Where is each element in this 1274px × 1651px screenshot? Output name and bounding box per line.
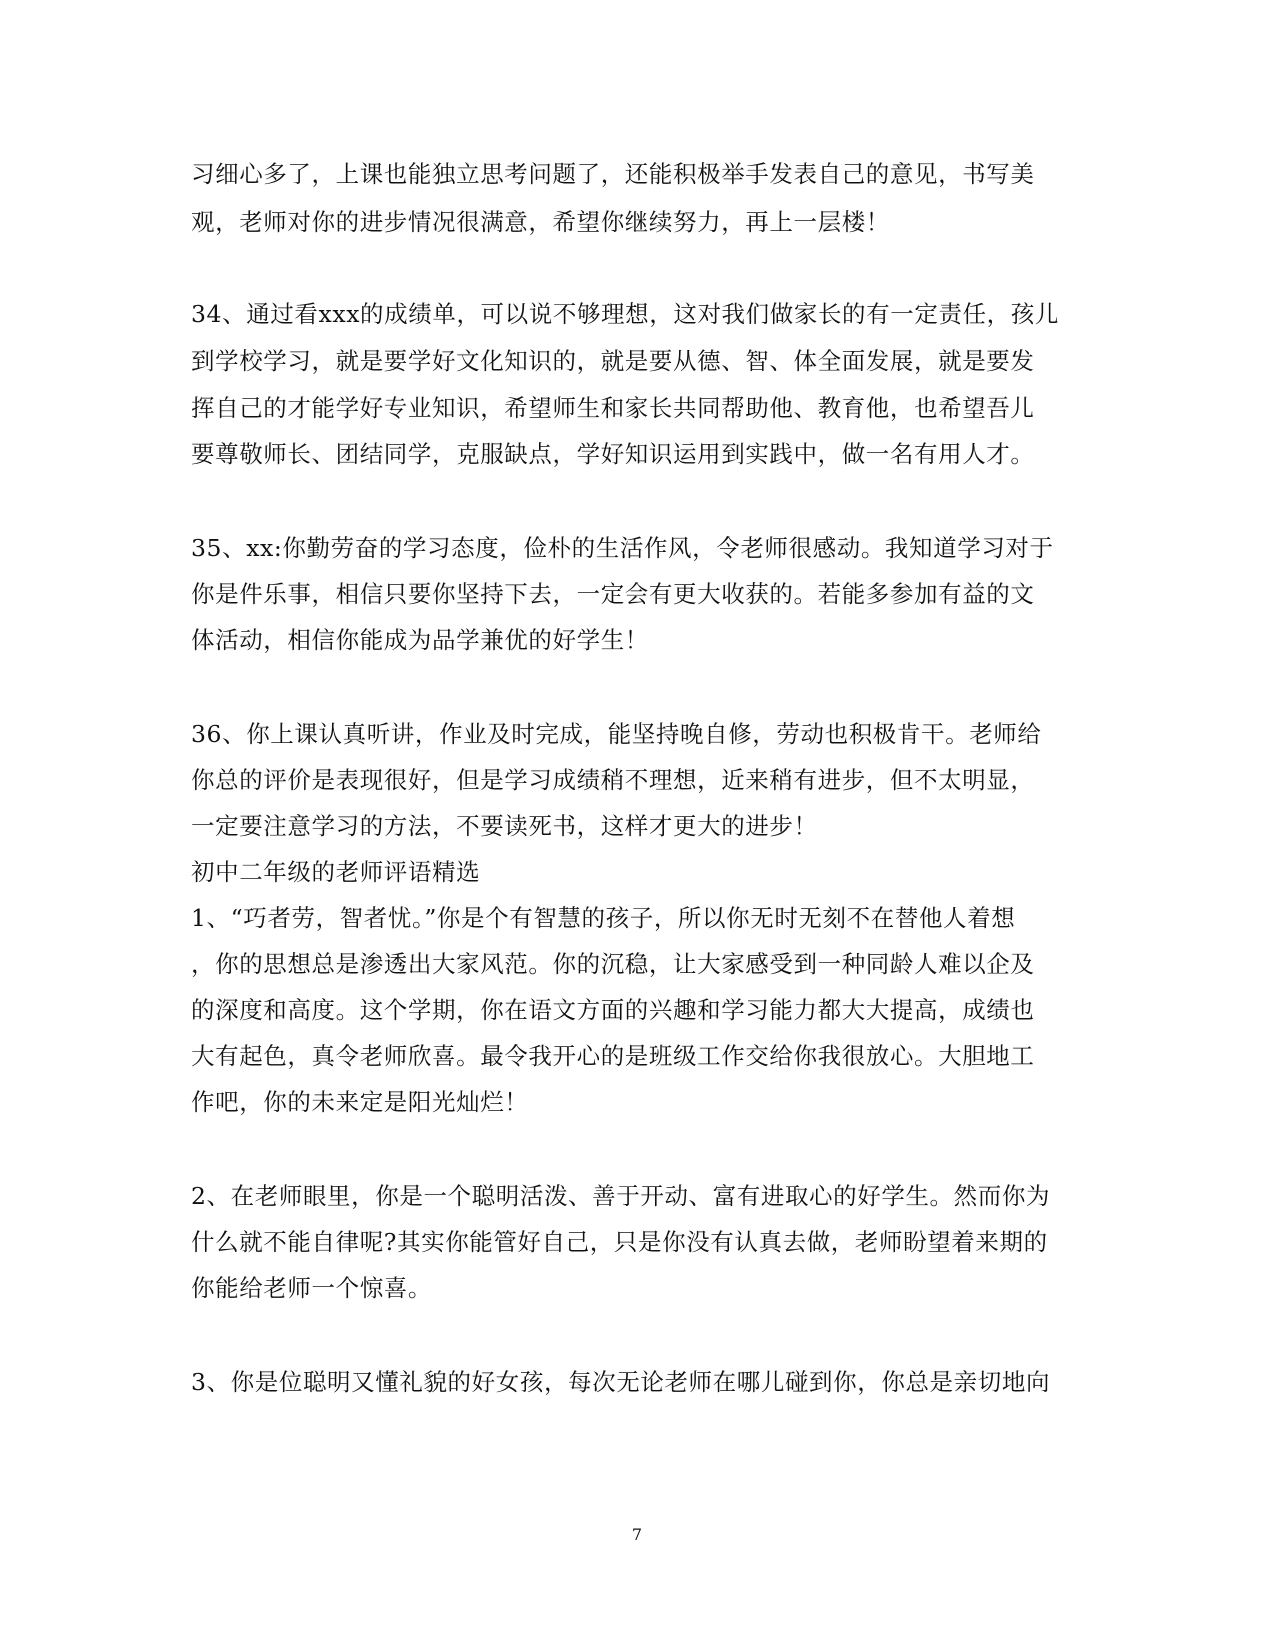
text-line: 34、通过看xxx的成绩单，可以说不够理想，这对我们做家长的有一定责任，孩儿 [191,300,1059,328]
text-line: 35、xx:你勤劳奋的学习态度，俭朴的生活作风，令老师很感动。我知道学习对于 [191,534,1054,562]
text-line: 的深度和高度。这个学期，你在语文方面的兴趣和学习能力都大大提高，成绩也 [191,996,1035,1024]
text-line: 体活动，相信你能成为品学兼优的好学生！ [191,626,649,654]
text-line: 到学校学习，就是要学好文化知识的，就是要从德、智、体全面发展，就是要发 [191,347,1035,375]
text-line: 习细心多了，上课也能独立思考问题了，还能积极举手发表自己的意见，书写美 [191,160,1035,188]
text-line: 1、“巧者劳，智者忧。”你是个有智慧的孩子，所以你无时无刻不在替他人着想 [191,904,1016,932]
text-line: 36、你上课认真听讲，作业及时完成，能坚持晚自修，劳动也积极肯干。老师给 [191,720,1042,748]
text-line: ，你的思想总是渗透出大家风范。你的沉稳，让大家感受到一种同龄人难以企及 [191,950,1035,978]
text-line: 观，老师对你的进步情况很满意，希望你继续努力，再上一层楼！ [191,208,890,236]
text-line: 3、你是位聪明又懂礼貌的好女孩，每次无论老师在哪儿碰到你，你总是亲切地向 [191,1368,1051,1396]
text-line: 你总的评价是表现很好，但是学习成绩稍不理想，近来稍有进步，但不太明显， [191,766,1035,794]
text-line: 你是件乐事，相信只要你坚持下去，一定会有更大收获的。若能多参加有益的文 [191,580,1035,608]
text-line: 你能给老师一个惊喜。 [191,1274,432,1302]
page-number: 7 [631,1525,643,1544]
text-line: 大有起色，真令老师欣喜。最令我开心的是班级工作交给你我很放心。大胆地工 [191,1042,1035,1070]
text-line: 2、在老师眼里，你是一个聪明活泼、善于开动、富有进取心的好学生。然而你为 [191,1182,1051,1210]
text-line: 要尊敬师长、团结同学，克服缺点，学好知识运用到实践中，做一名有用人才。 [191,440,1035,468]
text-line: 一定要注意学习的方法，不要读死书，这样才更大的进步！ [191,812,818,840]
text-line: 作吧，你的未来定是阳光灿烂！ [191,1088,529,1116]
text-line: 挥自己的才能学好专业知识，希望师生和家长共同帮助他、教育他，也希望吾儿 [191,394,1035,422]
section-heading: 初中二年级的老师评语精选 [191,858,481,886]
text-line: 什么就不能自律呢?其实你能管好自己，只是你没有认真去做，老师盼望着来期的 [191,1228,1048,1256]
